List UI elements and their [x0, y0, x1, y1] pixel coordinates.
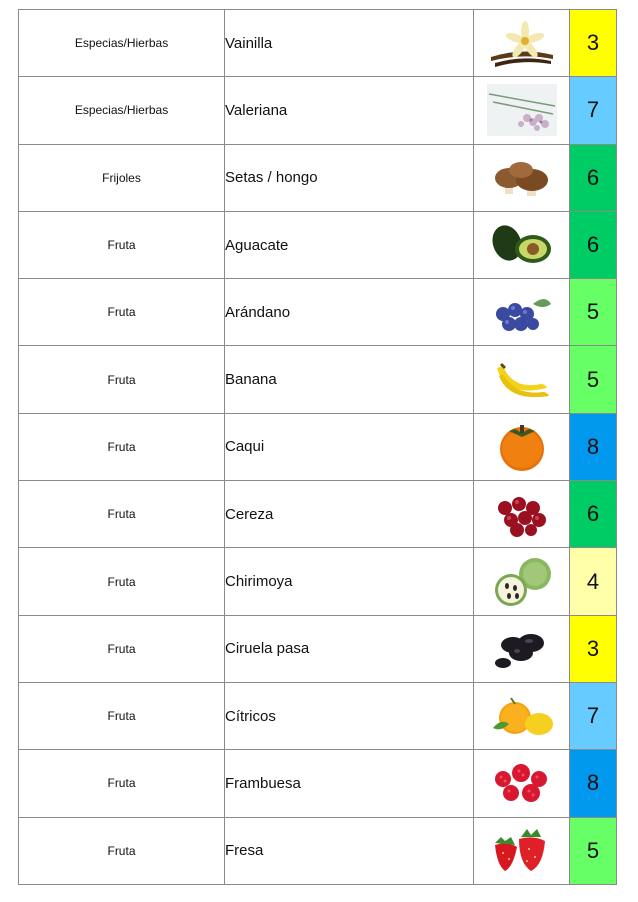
score-cell: 6	[570, 481, 617, 548]
image-cell	[474, 615, 570, 682]
avocado-icon	[487, 219, 557, 271]
category-cell: Fruta	[19, 682, 225, 749]
category-cell: Fruta	[19, 750, 225, 817]
image-cell	[474, 346, 570, 413]
table-row	[19, 211, 617, 278]
valerian-icon	[487, 84, 557, 136]
table-row	[19, 481, 617, 548]
table-row	[19, 615, 617, 682]
food-table	[18, 9, 617, 885]
food-name-cell: Cítricos	[225, 682, 474, 749]
food-name-cell: Frambuesa	[225, 750, 474, 817]
table-row	[19, 413, 617, 480]
category-cell: Fruta	[19, 817, 225, 884]
category-cell: Especias/Hierbas	[19, 77, 225, 144]
score-cell: 7	[570, 77, 617, 144]
category-cell: Fruta	[19, 211, 225, 278]
food-name-cell: Caqui	[225, 413, 474, 480]
category-cell: Fruta	[19, 413, 225, 480]
score-cell: 8	[570, 413, 617, 480]
cherry-icon	[487, 488, 557, 540]
mushroom-icon	[487, 152, 557, 204]
category-cell: Fruta	[19, 346, 225, 413]
table-row	[19, 750, 617, 817]
table-row	[19, 346, 617, 413]
persimmon-icon	[487, 421, 557, 473]
blueberry-icon	[487, 286, 557, 338]
vanilla-icon	[487, 17, 557, 69]
score-cell: 3	[570, 10, 617, 77]
image-cell	[474, 682, 570, 749]
image-cell	[474, 144, 570, 211]
table-row	[19, 144, 617, 211]
table-row	[19, 77, 617, 144]
image-cell	[474, 10, 570, 77]
image-cell	[474, 817, 570, 884]
score-cell: 8	[570, 750, 617, 817]
score-cell: 7	[570, 682, 617, 749]
score-cell: 4	[570, 548, 617, 615]
category-cell: Fruta	[19, 615, 225, 682]
image-cell	[474, 413, 570, 480]
prune-icon	[487, 623, 557, 675]
food-name-cell: Chirimoya	[225, 548, 474, 615]
food-name-cell: Banana	[225, 346, 474, 413]
food-name-cell: Arándano	[225, 279, 474, 346]
category-cell: Especias/Hierbas	[19, 10, 225, 77]
table-row	[19, 10, 617, 77]
food-name-cell: Setas / hongo	[225, 144, 474, 211]
score-cell: 6	[570, 211, 617, 278]
category-cell: Fruta	[19, 279, 225, 346]
banana-icon	[487, 354, 557, 406]
food-name-cell: Ciruela pasa	[225, 615, 474, 682]
table-row	[19, 682, 617, 749]
score-cell: 5	[570, 346, 617, 413]
image-cell	[474, 211, 570, 278]
strawberry-icon	[487, 825, 557, 877]
food-name-cell: Valeriana	[225, 77, 474, 144]
food-table-body	[19, 10, 617, 885]
score-cell: 3	[570, 615, 617, 682]
table-row	[19, 279, 617, 346]
table-row	[19, 548, 617, 615]
score-cell: 5	[570, 279, 617, 346]
table-row	[19, 817, 617, 884]
image-cell	[474, 750, 570, 817]
food-name-cell: Aguacate	[225, 211, 474, 278]
image-cell	[474, 548, 570, 615]
score-cell: 5	[570, 817, 617, 884]
image-cell	[474, 481, 570, 548]
food-name-cell: Fresa	[225, 817, 474, 884]
score-cell: 6	[570, 144, 617, 211]
citrus-icon	[487, 690, 557, 742]
category-cell: Frijoles	[19, 144, 225, 211]
raspberry-icon	[487, 757, 557, 809]
category-cell: Fruta	[19, 548, 225, 615]
food-name-cell: Vainilla	[225, 10, 474, 77]
cherimoya-icon	[487, 556, 557, 608]
image-cell	[474, 279, 570, 346]
category-cell: Fruta	[19, 481, 225, 548]
food-name-cell: Cereza	[225, 481, 474, 548]
image-cell	[474, 77, 570, 144]
